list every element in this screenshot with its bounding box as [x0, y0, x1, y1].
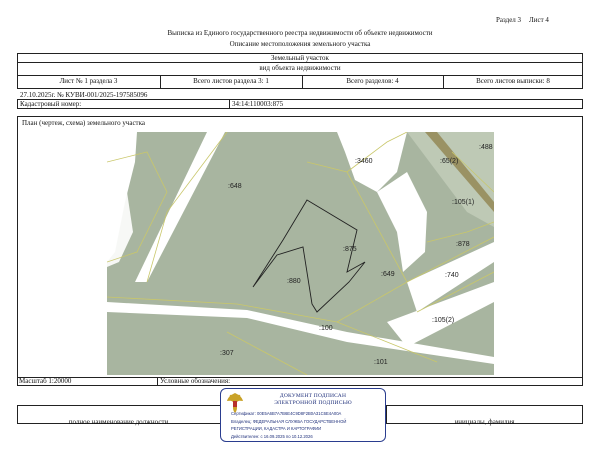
scale-label: Масштаб 1:20000 — [19, 377, 72, 385]
map-label: :648 — [228, 183, 242, 190]
legend-label: Условные обозначения: — [160, 377, 231, 385]
sheet-of-section: Лист № 1 раздела 3 — [59, 77, 118, 85]
total-sheets-section: Всего листов раздела 3: 1 — [193, 77, 269, 85]
total-sections: Всего разделов: 4 — [346, 77, 399, 85]
map-label: :100 — [319, 325, 333, 332]
scale-row — [17, 377, 583, 386]
map-label: :878 — [456, 241, 470, 248]
position-caption: полное наименование должности — [68, 418, 169, 426]
object-type-caption: вид объекта недвижимости — [259, 64, 341, 72]
map-label: :740 — [445, 272, 459, 279]
document-title: Выписка из Единого государственного реестра недвижимости об объекте недвижимости — [167, 29, 433, 37]
cadastral-row — [17, 99, 583, 109]
map-label: :105(1) — [452, 199, 475, 206]
stamp-title: ДОКУМЕНТ ПОДПИСАН — [279, 393, 347, 399]
map-label: :307 — [220, 350, 234, 357]
date-number: 27.10.2025г. № КУВИ-001/2025-197585096 — [20, 91, 148, 99]
object-name: Земельный участок — [271, 54, 329, 62]
stamp-owner: Владелец: ФЕДЕРАЛЬНАЯ СЛУЖБА ГОСУДАРСТВЕННОЙ — [231, 419, 347, 424]
plan-caption: План (чертеж, схема) земельного участка — [22, 119, 146, 127]
initials-caption: инициалы, фамилия — [454, 418, 515, 426]
map-label: :65(2) — [440, 158, 459, 165]
total-sheets-extract: Всего листов выписки: 8 — [476, 77, 550, 85]
stamp-certificate: Сертификат: 00E5A6B7A7B6E4C9D8F2B0A31C6E4A00A — [231, 411, 342, 416]
map-label: :3460 — [355, 158, 373, 165]
map-label: :101 — [374, 359, 388, 366]
map-label: :649 — [381, 271, 395, 278]
document-subtitle: Описание местоположения земельного участка — [229, 40, 371, 48]
section-number: Раздел 3 — [496, 16, 522, 24]
sheet-number: Лист 4 — [529, 16, 549, 24]
map-label: :880 — [287, 278, 301, 285]
cadastral-label: Кадастровый номер: — [20, 100, 82, 108]
electronic-signature-stamp — [220, 388, 386, 442]
stamp-subtitle: ЭЛЕКТРОННОЙ ПОДПИСЬЮ — [274, 400, 352, 406]
cadastral-value: 34:14:110003:875 — [232, 100, 284, 108]
cadastral-map — [107, 132, 494, 375]
map-label: :875 — [343, 246, 357, 253]
stamp-validity: Действителен: с 16.09.2025 по 10.12.2026 — [231, 434, 313, 439]
map-label: :488 — [479, 144, 493, 151]
map-label: :105(2) — [432, 317, 455, 324]
stamp-owner-cont: РЕГИСТРАЦИИ, КАДАСТРА И КАРТОГРАФИИ — [231, 426, 322, 431]
